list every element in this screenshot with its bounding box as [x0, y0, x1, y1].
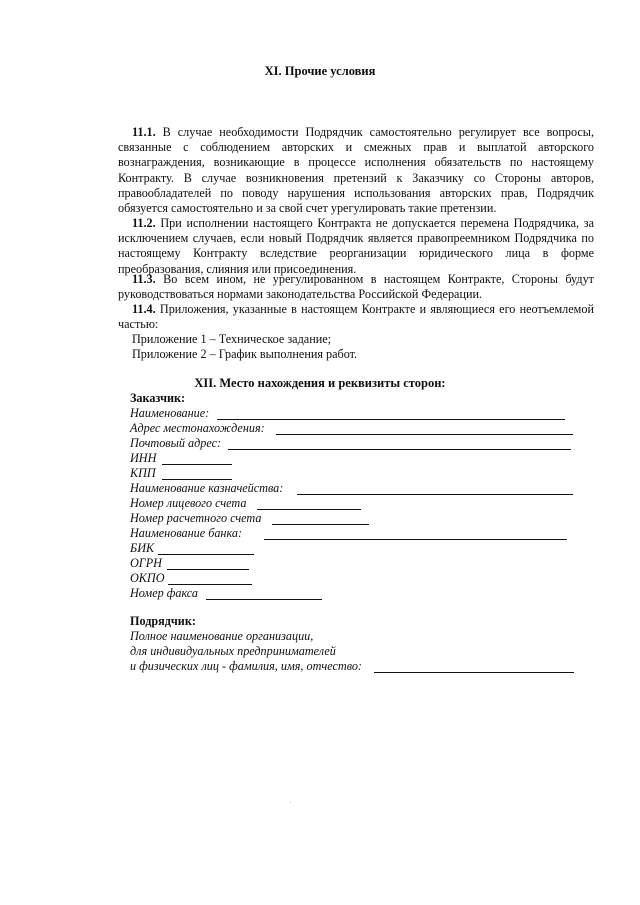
- field-address-label: Адрес местонахождения:: [130, 421, 265, 435]
- paragraph-number: 11.3.: [132, 272, 156, 286]
- field-postal-label: Почтовый адрес:: [130, 436, 222, 450]
- field-okpo-blank[interactable]: [168, 584, 252, 585]
- customer-heading: Заказчик:: [130, 391, 186, 405]
- field-treasury-blank[interactable]: [297, 494, 573, 495]
- field-bank-label: Наименование банка:: [130, 526, 243, 540]
- field-settlement-account-label: Номер расчетного счета: [130, 511, 262, 525]
- field-ogrn-blank[interactable]: [167, 569, 249, 570]
- appendix-2: Приложение 2 – График выполнения работ.: [132, 347, 358, 361]
- paragraph-text: При исполнении настоящего Контракта не допускается перемена Подрядчика, за исключением случаев, если новый Подрядчик является правопреемником Подрядчика по настоящему Контракту вследствие реорганизации юридического лица в форме преобразования, слияния или присоединения.: [118, 216, 594, 276]
- scan-speck: [290, 802, 291, 803]
- field-kpp-blank[interactable]: [162, 479, 232, 480]
- contractor-name-blank[interactable]: [374, 672, 574, 673]
- paragraph-text: Во всем ином, не урегулированном в настоящем Контракте, Стороны будут руководствоваться нормами законодательства Российской Федерации.: [118, 272, 594, 302]
- paragraph-number: 11.1.: [132, 125, 156, 139]
- field-treasury-label: Наименование казначейства:: [130, 481, 284, 495]
- appendix-1: Приложение 1 – Техническое задание;: [132, 332, 332, 346]
- field-settlement-account-blank[interactable]: [272, 524, 369, 525]
- paragraph-11-2: [118, 216, 594, 277]
- paragraph-text: В случае необходимости Подрядчик самостоятельно регулирует все вопросы, связанные с соблюдением авторских и смежных прав и выплатой авторского вознаграждения, возникающие в процессе исполнения обязательств по настоящему Контракту. В случае возникновения претензий к Заказчику со Стороны авторов, правообладателей по поводу нарушения использования авторских прав, Подрядчик обязуется самостоятельно и за свой счет урегулировать такие претензии.: [118, 125, 594, 216]
- paragraph-text: Приложения, указанные в настоящем Контракте и являющиеся его неотъемлемой частью:: [118, 302, 594, 332]
- field-name-label: Наименование:: [130, 406, 210, 420]
- field-personal-account-blank[interactable]: [257, 509, 361, 510]
- contractor-line-3: и физических лиц - фамилия, имя, отчество:: [130, 659, 362, 673]
- field-bank-blank[interactable]: [264, 539, 567, 540]
- contractor-line-1: Полное наименование организации,: [130, 629, 314, 643]
- field-ogrn-label: ОГРН: [130, 556, 162, 570]
- section-11-title: XI. Прочие условия: [264, 64, 376, 78]
- field-bik-label: БИК: [130, 541, 155, 555]
- field-personal-account-label: Номер лицевого счета: [130, 496, 247, 510]
- field-postal-blank[interactable]: [228, 449, 571, 450]
- paragraph-number: 11.2.: [132, 216, 156, 230]
- section-12-title: XII. Место нахождения и реквизиты сторон:: [194, 376, 446, 390]
- field-name-blank[interactable]: [217, 419, 565, 420]
- paragraph-number: 11.4.: [132, 302, 156, 316]
- field-bik-blank[interactable]: [158, 554, 254, 555]
- field-inn-label: ИНН: [130, 451, 157, 465]
- paragraph-11-4: [118, 302, 594, 332]
- paragraph-11-3: [118, 272, 594, 302]
- field-address-blank[interactable]: [276, 434, 573, 435]
- field-kpp-label: КПП: [130, 466, 156, 480]
- contractor-line-2: для индивидуальных предпринимателей: [130, 644, 336, 658]
- paragraph-11-1: [118, 125, 594, 216]
- contractor-heading: Подрядчик:: [130, 614, 196, 628]
- field-fax-label: Номер факса: [130, 586, 198, 600]
- field-okpo-label: ОКПО: [130, 571, 165, 585]
- field-inn-blank[interactable]: [162, 464, 232, 465]
- field-fax-blank[interactable]: [206, 599, 322, 600]
